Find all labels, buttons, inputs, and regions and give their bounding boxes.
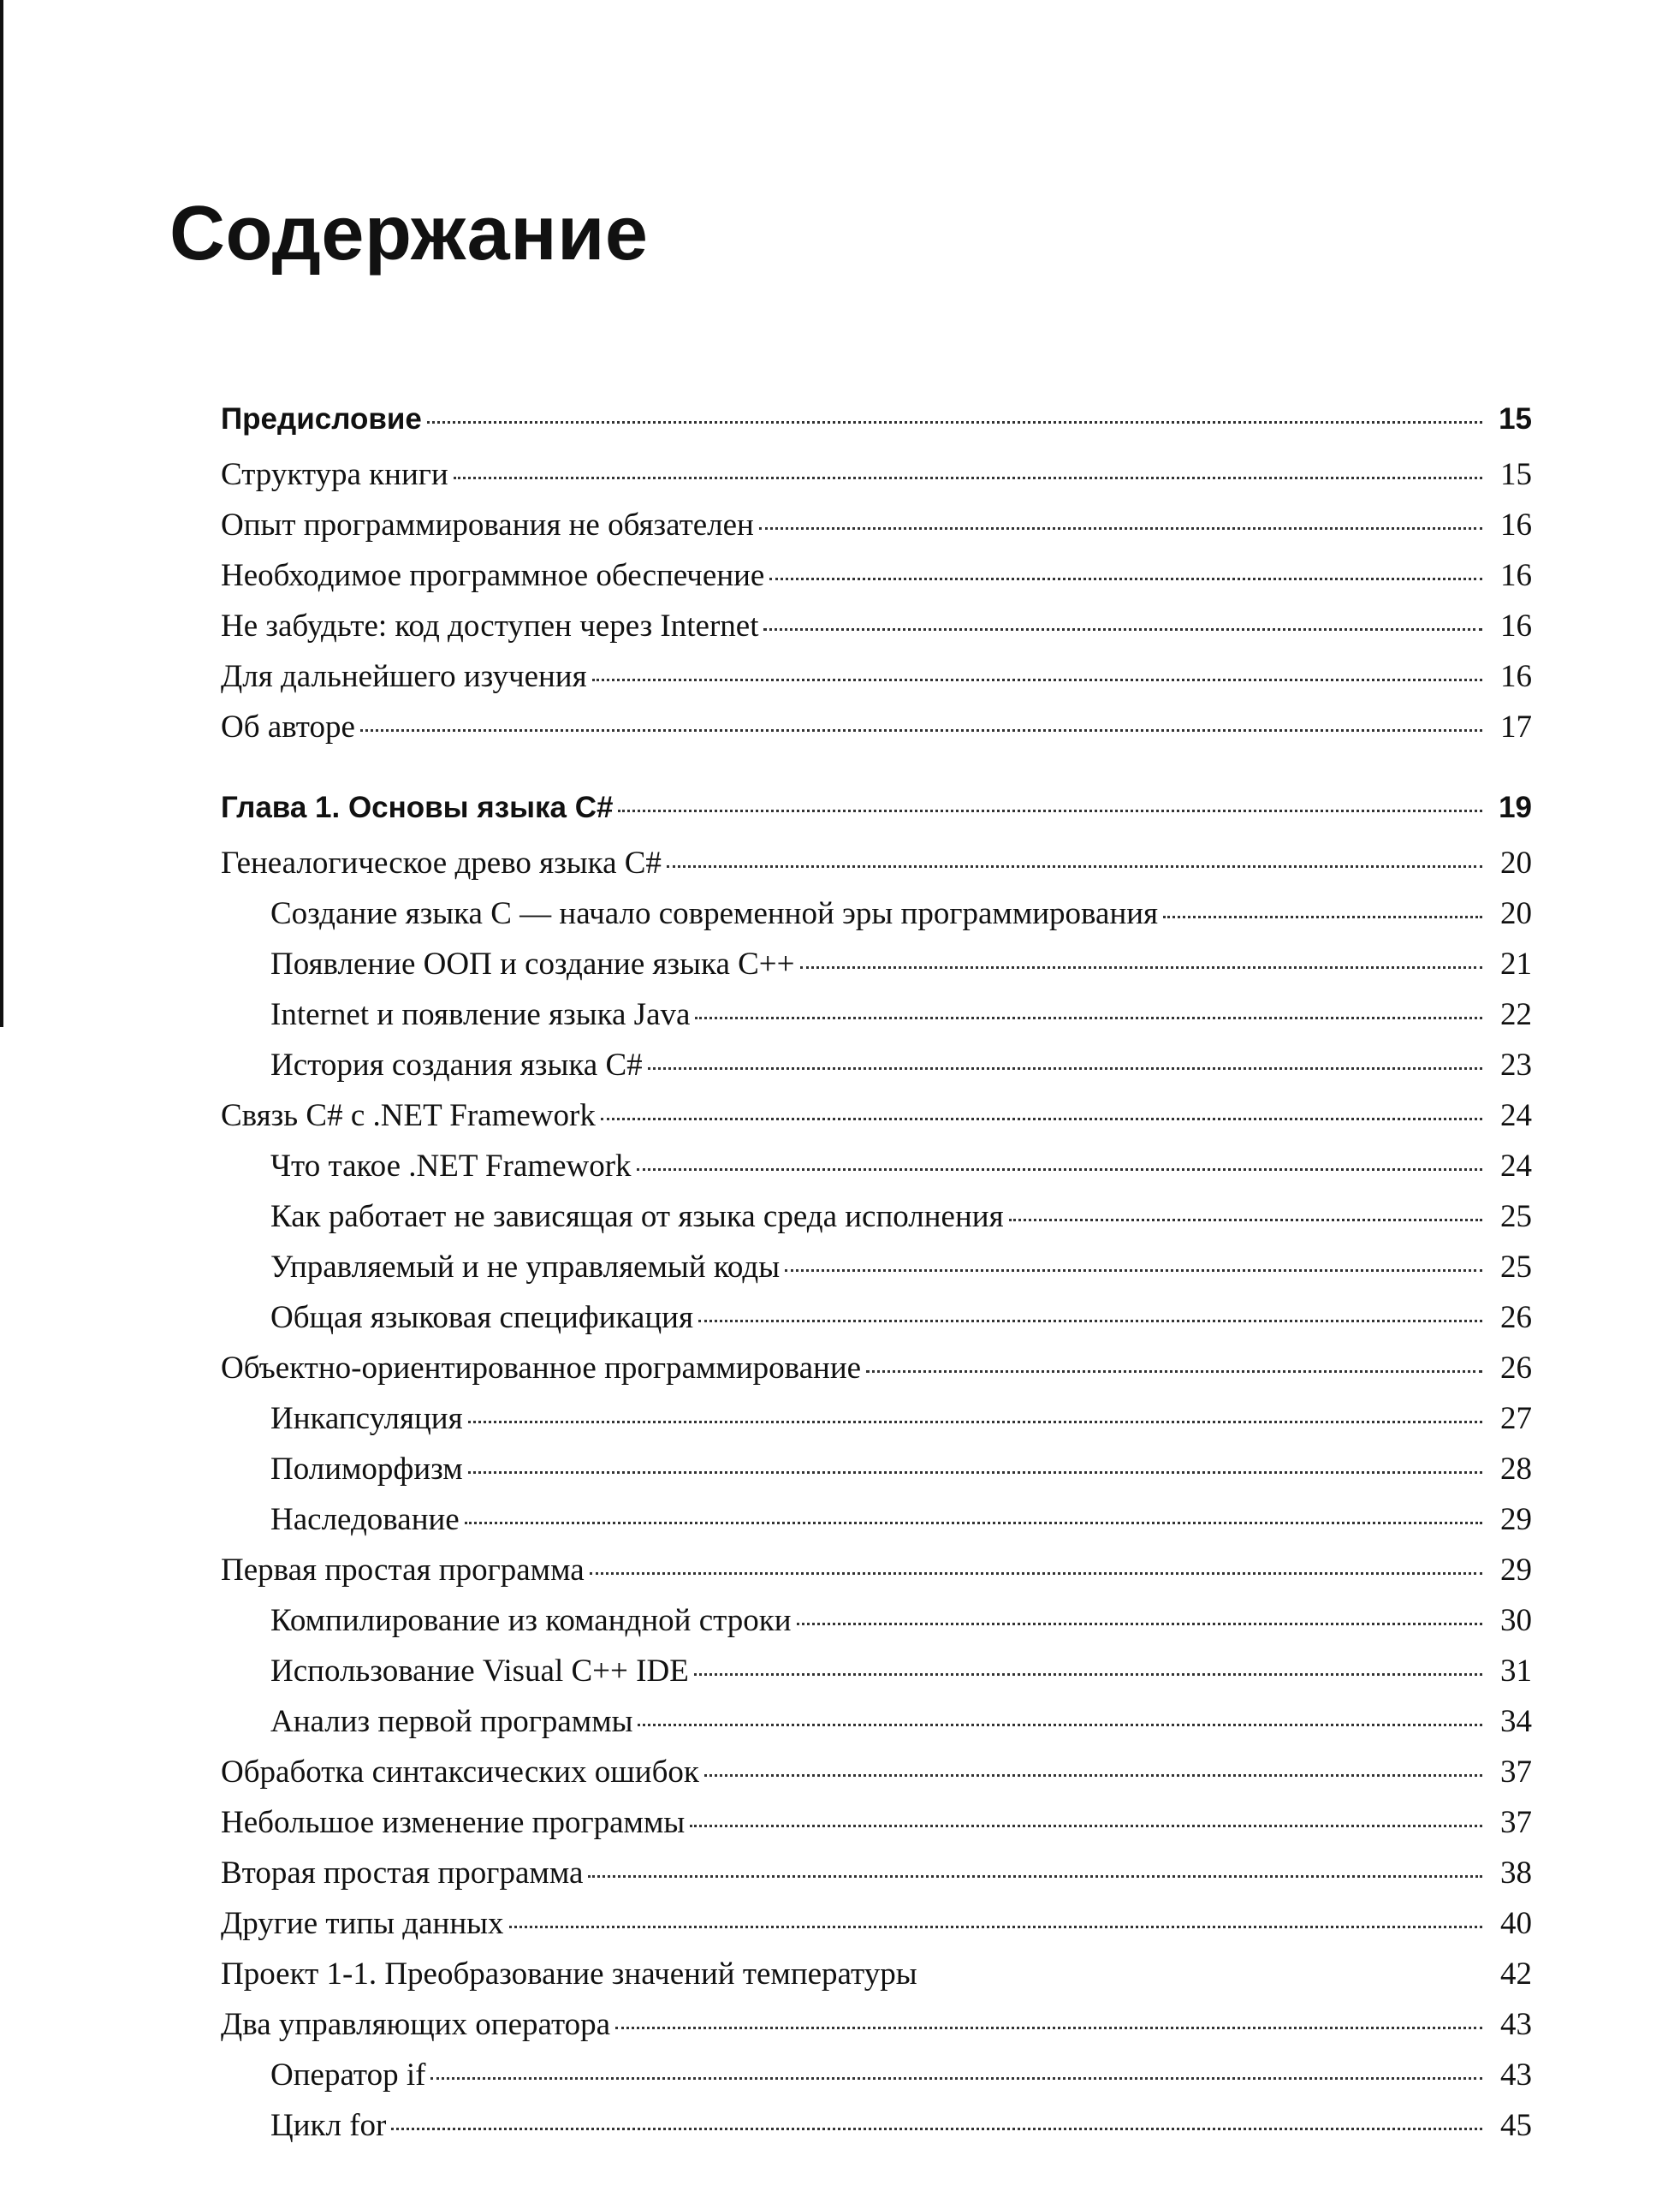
dot-leader — [588, 1874, 1482, 1878]
toc-entry-label: Небольшое изменение программы — [221, 1805, 686, 1840]
dot-leader — [704, 1773, 1482, 1777]
toc-page-number: 15 — [1500, 457, 1532, 492]
dot-leader — [797, 1622, 1482, 1625]
toc-entry[interactable] — [221, 1848, 1532, 1898]
toc-entry[interactable] — [221, 550, 1532, 601]
toc-entry-label: Появление ООП и создание языка C++ — [270, 947, 795, 982]
toc-page-number: 25 — [1500, 1250, 1532, 1285]
dot-leader — [694, 1672, 1482, 1676]
toc-page-number: 43 — [1500, 2007, 1532, 2042]
toc-page-number: 20 — [1500, 896, 1532, 931]
dot-leader — [601, 1117, 1482, 1120]
toc-entry-label: Первая простая программа — [221, 1553, 585, 1588]
dot-leader — [785, 1268, 1482, 1272]
toc-entry-label: Цикл for — [270, 2108, 387, 2143]
toc-page-number: 16 — [1500, 508, 1532, 543]
toc-page-number: 24 — [1500, 1149, 1532, 1184]
dot-leader — [430, 2076, 1482, 2080]
dot-leader — [468, 1420, 1482, 1423]
toc-page-number: 23 — [1500, 1048, 1532, 1083]
toc-page-number: 21 — [1500, 947, 1532, 982]
toc-entry[interactable] — [221, 1444, 1532, 1494]
dot-leader — [454, 476, 1482, 479]
toc-page-number: 31 — [1500, 1654, 1532, 1689]
toc-entry-label: Для дальнейшего изучения — [221, 659, 587, 694]
toc-entry-label: Как работает не зависящая от языка среда исполнения — [270, 1199, 1004, 1234]
toc-entry-label: Два управляющих оператора — [221, 2007, 611, 2042]
toc-page-number: 26 — [1500, 1351, 1532, 1386]
toc-page-number: 16 — [1500, 609, 1532, 644]
toc-entry-label: Инкапсуляция — [270, 1401, 463, 1436]
toc-entry[interactable] — [221, 1999, 1532, 2050]
toc-entry-label: Структура книги — [221, 457, 448, 492]
toc-page-number: 16 — [1500, 558, 1532, 593]
toc-page-number: 45 — [1500, 2108, 1532, 2143]
toc-entry-label: Управляемый и не управляемый коды — [270, 1250, 781, 1285]
toc-entry-label: Вторая простая программа — [221, 1856, 584, 1891]
dot-leader — [759, 526, 1482, 530]
toc-entry[interactable] — [221, 449, 1532, 500]
toc-entry[interactable] — [221, 1646, 1532, 1696]
dot-leader — [427, 420, 1482, 424]
toc-page-number: 17 — [1500, 710, 1532, 745]
toc-entry-label: Связь C# с .NET Framework — [221, 1098, 596, 1133]
toc-entry[interactable] — [221, 601, 1532, 651]
toc-entry[interactable] — [221, 939, 1532, 989]
dot-leader — [698, 1319, 1482, 1322]
dot-leader — [360, 728, 1482, 732]
toc-entry[interactable] — [221, 1292, 1532, 1343]
dot-leader — [638, 1723, 1482, 1726]
toc-entry-label: Необходимое программное обеспечение — [221, 558, 765, 593]
toc-entry-label: Проект 1-1. Преобразование значений температуры — [221, 1956, 917, 1992]
toc-entry-label: Полиморфизм — [270, 1452, 463, 1487]
toc-section — [221, 389, 1532, 752]
toc-page-number: 24 — [1500, 1098, 1532, 1133]
toc-entry[interactable] — [221, 1343, 1532, 1393]
toc-entry-label: Использование Visual C++ IDE — [270, 1654, 689, 1689]
dot-leader — [637, 1167, 1482, 1171]
toc-entry-label: Обработка синтаксических ошибок — [221, 1755, 699, 1790]
dot-leader — [690, 1824, 1482, 1827]
toc-entry[interactable] — [221, 2100, 1532, 2151]
toc-entry[interactable] — [221, 1090, 1532, 1141]
dot-leader — [465, 1521, 1482, 1524]
dot-leader — [1009, 1218, 1482, 1221]
toc-entry[interactable] — [221, 1545, 1532, 1595]
toc-entry[interactable] — [221, 1898, 1532, 1949]
dot-leader — [1163, 915, 1482, 918]
toc-section — [221, 778, 1532, 2151]
dot-leader — [648, 1066, 1482, 1070]
dot-leader — [923, 1978, 1482, 1979]
dot-leader — [391, 2127, 1482, 2130]
dot-leader — [509, 1925, 1483, 1928]
toc-page-number: 30 — [1500, 1603, 1532, 1638]
toc-entry[interactable] — [221, 1696, 1532, 1747]
toc-page-number: 40 — [1500, 1906, 1532, 1941]
toc-page-number: 43 — [1500, 2057, 1532, 2093]
toc-page-number: 29 — [1500, 1502, 1532, 1537]
page-title: Содержание — [169, 191, 649, 276]
toc-page-number: 25 — [1500, 1199, 1532, 1234]
toc-page-number: 37 — [1500, 1805, 1532, 1840]
toc-entry[interactable] — [221, 1040, 1532, 1090]
table-of-contents — [221, 389, 1532, 2151]
toc-page-number: 34 — [1500, 1704, 1532, 1739]
toc-page-number: 22 — [1500, 997, 1532, 1032]
toc-entry-label: Другие типы данных — [221, 1906, 504, 1941]
toc-entry[interactable] — [221, 888, 1532, 939]
toc-page-number: 16 — [1500, 659, 1532, 694]
toc-entry[interactable] — [221, 651, 1532, 702]
toc-entry-label: Не забудьте: код доступен через Internet — [221, 609, 759, 644]
toc-entry[interactable] — [221, 1595, 1532, 1646]
toc-entry[interactable] — [221, 500, 1532, 550]
dot-leader — [800, 965, 1482, 969]
toc-entry-label: Объектно-ориентированное программирование — [221, 1351, 862, 1386]
toc-entry[interactable] — [221, 2050, 1532, 2100]
toc-entry[interactable] — [221, 1949, 1532, 1999]
toc-page-number: 27 — [1500, 1401, 1532, 1436]
toc-entry-label: История создания языка C# — [270, 1048, 643, 1083]
toc-entry-label: Предисловие — [221, 402, 422, 436]
toc-entry[interactable] — [221, 989, 1532, 1040]
toc-entry-label: Internet и появление языка Java — [270, 997, 691, 1032]
toc-entry-label: Что такое .NET Framework — [270, 1149, 632, 1184]
toc-page-number: 26 — [1500, 1300, 1532, 1335]
toc-page-number: 20 — [1500, 846, 1532, 881]
toc-entry-label: Генеалогическое древо языка C# — [221, 846, 662, 881]
toc-entry-label: Оператор if — [270, 2057, 426, 2093]
toc-entry-label: Наследование — [270, 1502, 460, 1537]
dot-leader — [615, 2026, 1482, 2029]
toc-entry[interactable] — [221, 1747, 1532, 1797]
toc-entry[interactable] — [221, 838, 1532, 888]
toc-entry[interactable] — [221, 1797, 1532, 1848]
dot-leader — [618, 809, 1482, 812]
dot-leader — [763, 627, 1482, 631]
dot-leader — [468, 1470, 1482, 1474]
toc-page-number: 19 — [1499, 791, 1532, 824]
toc-page-number: 28 — [1500, 1452, 1532, 1487]
dot-leader — [592, 678, 1482, 681]
toc-entry-label: Опыт программирования не обязателен — [221, 508, 754, 543]
toc-section-heading[interactable] — [221, 778, 1532, 838]
toc-page-number: 15 — [1499, 402, 1532, 436]
toc-entry-label: Анализ первой программы — [270, 1704, 633, 1739]
toc-entry[interactable] — [221, 1393, 1532, 1444]
toc-entry[interactable] — [221, 1494, 1532, 1545]
dot-leader — [866, 1369, 1482, 1373]
toc-entry-label: Компилирование из командной строки — [270, 1603, 792, 1638]
toc-entry[interactable] — [221, 1191, 1532, 1242]
dot-leader — [769, 577, 1482, 580]
toc-entry-label: Общая языковая спецификация — [270, 1300, 693, 1335]
toc-page-number: 42 — [1500, 1956, 1532, 1992]
page-edge-rule — [0, 0, 3, 1027]
toc-page-number: 29 — [1500, 1553, 1532, 1588]
toc-entry[interactable] — [221, 1141, 1532, 1191]
dot-leader — [590, 1571, 1482, 1575]
toc-entry-label: Об авторе — [221, 710, 355, 745]
dot-leader — [667, 864, 1482, 868]
toc-entry[interactable] — [221, 1242, 1532, 1292]
toc-page-number: 38 — [1500, 1856, 1532, 1891]
dot-leader — [695, 1016, 1482, 1019]
toc-page-number: 37 — [1500, 1755, 1532, 1790]
toc-entry-label: Глава 1. Основы языка C# — [221, 791, 614, 824]
toc-section-heading[interactable] — [221, 389, 1532, 449]
toc-entry-label: Создание языка C — начало современной эры программирования — [270, 896, 1159, 931]
toc-entry[interactable] — [221, 702, 1532, 752]
